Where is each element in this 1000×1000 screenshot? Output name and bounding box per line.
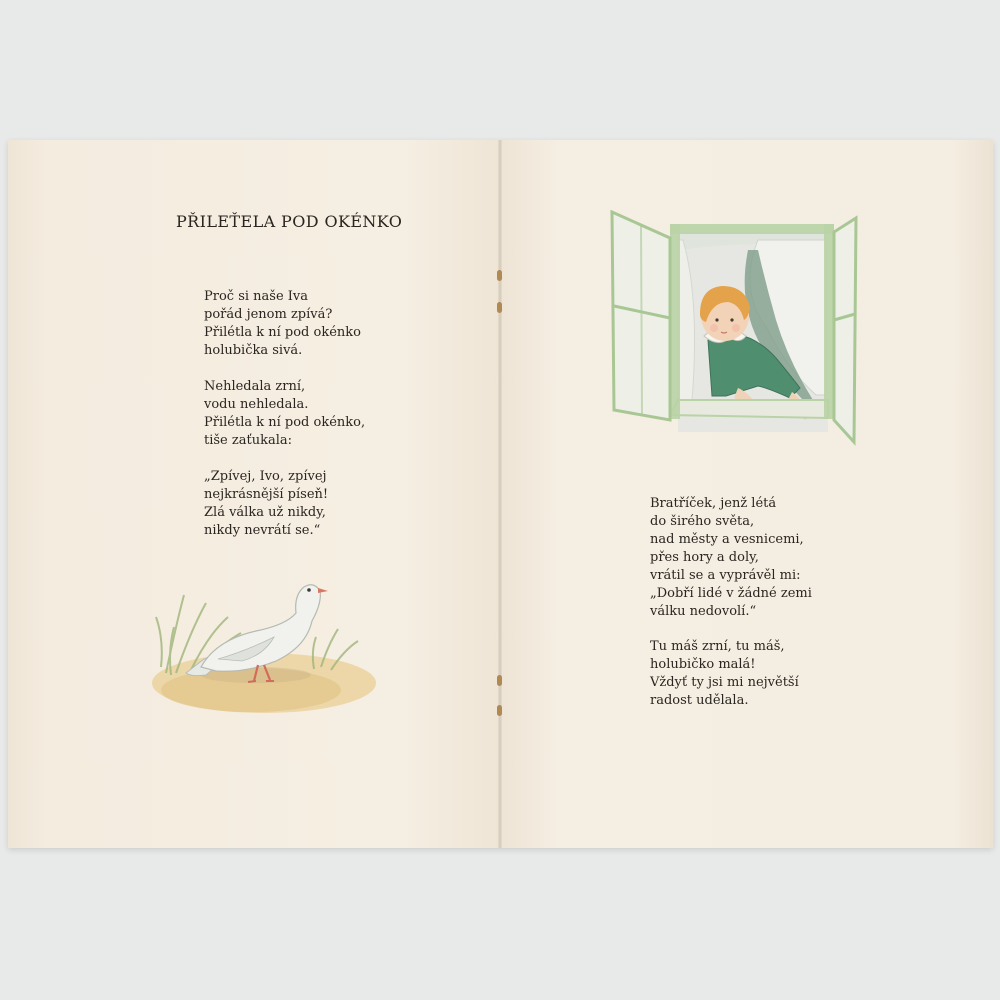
verse-line: nikdy nevrátí se.“ [204, 523, 321, 538]
verse-line: Vždyť ty jsi mi největší [650, 675, 799, 690]
verse-line: Tu máš zrní, tu máš, [650, 639, 785, 654]
verse-line: holubičko malá! [650, 657, 756, 672]
binding-stitch [497, 302, 502, 313]
verse-line: vrátil se a vyprávěl mi: [650, 568, 801, 583]
left-stanza-2 [204, 378, 365, 450]
child-at-window-illustration [608, 210, 860, 455]
verse-line: přes hory a doly, [650, 550, 759, 565]
verse-line: Přilétla k ní pod okénko, [204, 415, 366, 430]
binding-stitch [497, 675, 502, 686]
verse-line: vodu nehledala. [204, 397, 309, 412]
verse-line: tiše zaťukala: [204, 433, 292, 448]
open-book [8, 140, 993, 848]
book-spine [498, 140, 502, 848]
left-stanza-1 [204, 288, 361, 360]
verse-line: „Zpívej, Ivo, zpívej [204, 469, 327, 484]
verse-line: radost udělala. [650, 693, 749, 708]
verse-line: nejkrásnější píseň! [204, 487, 329, 502]
left-page [8, 140, 500, 848]
verse-line: Zlá válka už nikdy, [204, 505, 326, 520]
verse-line: „Dobří lidé v žádné zemi [650, 586, 812, 601]
poem-title: PŘILEŤELA POD OKÉNKO [176, 212, 403, 231]
right-page [500, 140, 993, 848]
right-stanza-2 [650, 638, 799, 710]
binding-stitch [497, 705, 502, 716]
verse-line: Přilétla k ní pod okénko [204, 325, 361, 340]
dove-illustration [146, 555, 386, 720]
verse-line: do širého světa, [650, 514, 755, 529]
verse-line: Bratříček, jenž létá [650, 496, 777, 511]
left-stanza-3 [204, 468, 328, 540]
verse-line: válku nedovolí.“ [650, 604, 757, 619]
verse-line: holubička sivá. [204, 343, 303, 358]
binding-stitch [497, 270, 502, 281]
verse-line: pořád jenom zpívá? [204, 307, 333, 322]
right-stanza-1 [650, 495, 812, 621]
verse-line: Nehledala zrní, [204, 379, 306, 394]
verse-line: Proč si naše Iva [204, 289, 309, 304]
verse-line: nad městy a vesnicemi, [650, 532, 804, 547]
